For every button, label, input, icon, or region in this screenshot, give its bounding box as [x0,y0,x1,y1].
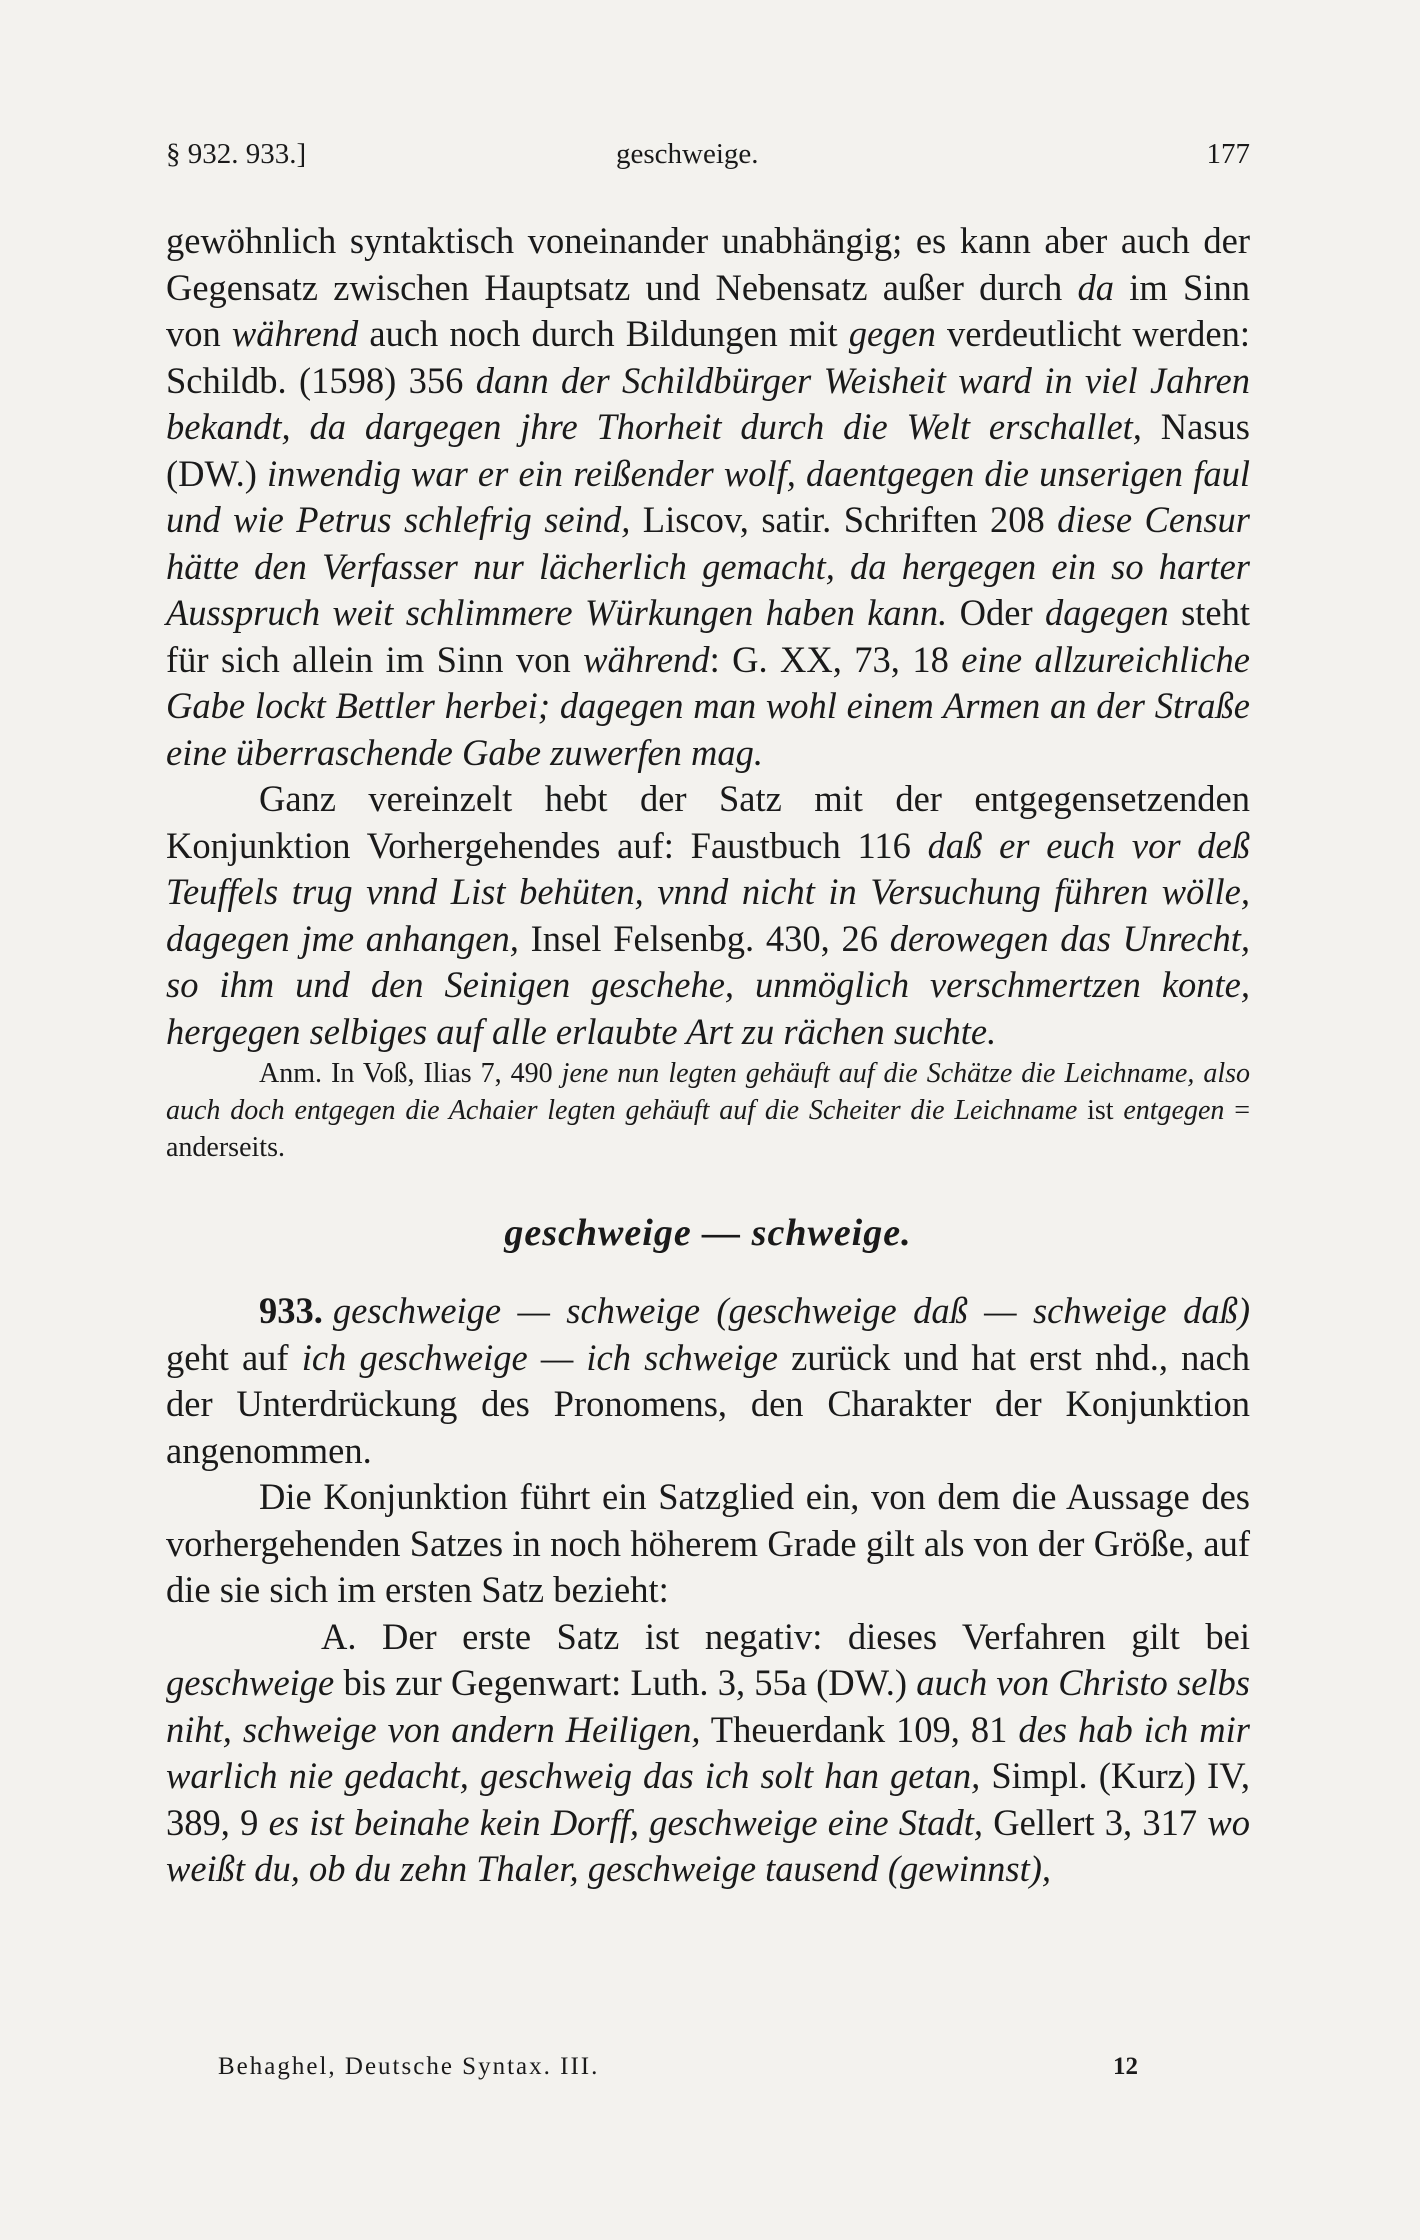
italic-term: geschweige — schweige (geschweige daß — schweige daß) [332,1290,1250,1331]
citation: : G. XX, 73, 18 [709,638,962,680]
quotation: des hab ich mir warlich nie gedacht, geschweig das ich solt han getan, [166,1708,1250,1796]
italic-term: gegen [848,313,936,354]
quotation: diese Censur hätte den Verfasser nur lächerlich gemacht, da hergegen ein so harter Ausspruch weit schlimmere Würkungen haben kann. [166,499,1251,633]
section-reference: § 932. 933.] [166,138,307,170]
italic-term: ich geschweige — ich schweige [301,1336,778,1378]
main-text [166,218,1250,1893]
paragraph-continuation [166,218,1250,776]
citation: verdeutlicht werden: Schildb. (1598) 356 [166,313,1250,401]
quotation: daß er euch vor deß Teuffels trug vnnd List behüten, vnnd nicht in Versuchung führen wölle, dagegen jme anhangen, [166,824,1250,959]
quotation: auch von Christo selbs niht, schweige von andern Heiligen, [166,1662,1250,1750]
text-run: im Sinn von [166,266,1250,354]
italic-term: da [1077,266,1114,308]
paragraph [166,776,1250,1055]
text-run: Oder [947,592,1046,633]
section-number: 933. [259,1290,323,1331]
text-run: = anderseits. [166,1095,1250,1163]
italic-term: während [583,638,710,680]
citation: Simpl. (Kurz) IV, 389, 9 [166,1755,1250,1843]
paragraph-case-a [166,1614,1250,1893]
paragraph-section-933 [166,1288,1250,1474]
paragraph [166,1474,1250,1614]
note-label: Anm. In Voß, Ilias 7, 490 [259,1058,562,1089]
quotation: dann der Schildbürger Weisheit ward in viel Jahren bekandt, da dargegen jhre Thorheit durch die Welt erschallet, [166,359,1250,447]
citation: Liscov, satir. Schriften 208 [630,499,1058,540]
section-heading: geschweige — schweige. [504,1212,912,1254]
quotation: wo weißt du, ob du zehn Thaler, geschweige tausend (gewinnst), [166,1801,1251,1889]
text-run: A. Der erste Satz ist negativ: dieses Verfahren gilt bei [321,1615,1250,1657]
quotation: es ist beinahe kein Dorff, geschweige eine Stadt, [268,1801,983,1843]
italic-term: während [231,313,359,354]
quotation: eine allzureichliche Gabe lockt Bettler herbei; dagegen man wohl einem Armen an der Straße eine überraschende Gabe zuwerfen mag. [166,638,1251,773]
text-run: zurück und hat erst nhd., nach der Unterdrückung des Pronomens, den Charakter der Konjunktion angenommen. [166,1336,1250,1471]
text-run: gewöhnlich syntaktisch voneinander unabhängig; es kann aber auch der Gegensatz zwischen Hauptsatz und Nebensatz außer durch [166,220,1250,308]
annotation-note [166,1055,1250,1166]
citation: Nasus (DW.) [166,406,1251,494]
sheet-number: 12 [1113,2053,1138,2080]
citation: Insel Felsenbg. 430, 26 [518,917,890,959]
italic-term: dagegen [1045,592,1169,633]
quotation: inwendig war er ein reißender wolf, daentgegen die unserigen faul und wie Petrus schlefrig seind, [166,452,1250,540]
citation: bis zur Gegenwart: Luth. 3, 55a (DW.) [334,1662,917,1703]
citation: Gellert 3, 317 [982,1801,1208,1843]
text-run: steht für sich allein im Sinn von [166,592,1251,680]
text-run: Ganz vereinzelt hebt der Satz mit der entgegensetzenden Konjunktion Vorhergehendes auf: Faustbuch 116 [166,778,1250,866]
text-run: geht auf [166,1336,302,1378]
text-run: ist [1077,1095,1124,1126]
running-title: geschweige. [616,138,759,170]
citation: Theuerdank 109, 81 [700,1708,1019,1750]
quotation: jene nun legten gehäuft auf die Schätze die Leichname, also auch doch entgegen die Achaier legten gehäuft auf die Scheiter die Leichname [166,1058,1251,1126]
italic-term: entgegen [1123,1095,1225,1126]
italic-term: geschweige [166,1662,335,1703]
quotation: derowegen das Unrecht, so ihm und den Seinigen geschehe, unmöglich verschmertzen konte, hergegen selbiges auf alle erlaubte Art zu rächen suchte. [166,917,1250,1052]
signature-line [218,2053,1138,2089]
text-run: Die Konjunktion führt ein Satzglied ein, von dem die Aussage des vorhergehenden Satzes in noch höherem Grade gilt als von der Größe, auf die sie sich im ersten Satz bezieht: [166,1476,1250,1610]
book-signature: Behaghel, Deutsche Syntax. III. [218,2053,600,2080]
page-number: 177 [1206,138,1250,170]
running-header [166,138,1250,178]
text-run: auch noch durch Bildungen mit [358,313,849,354]
